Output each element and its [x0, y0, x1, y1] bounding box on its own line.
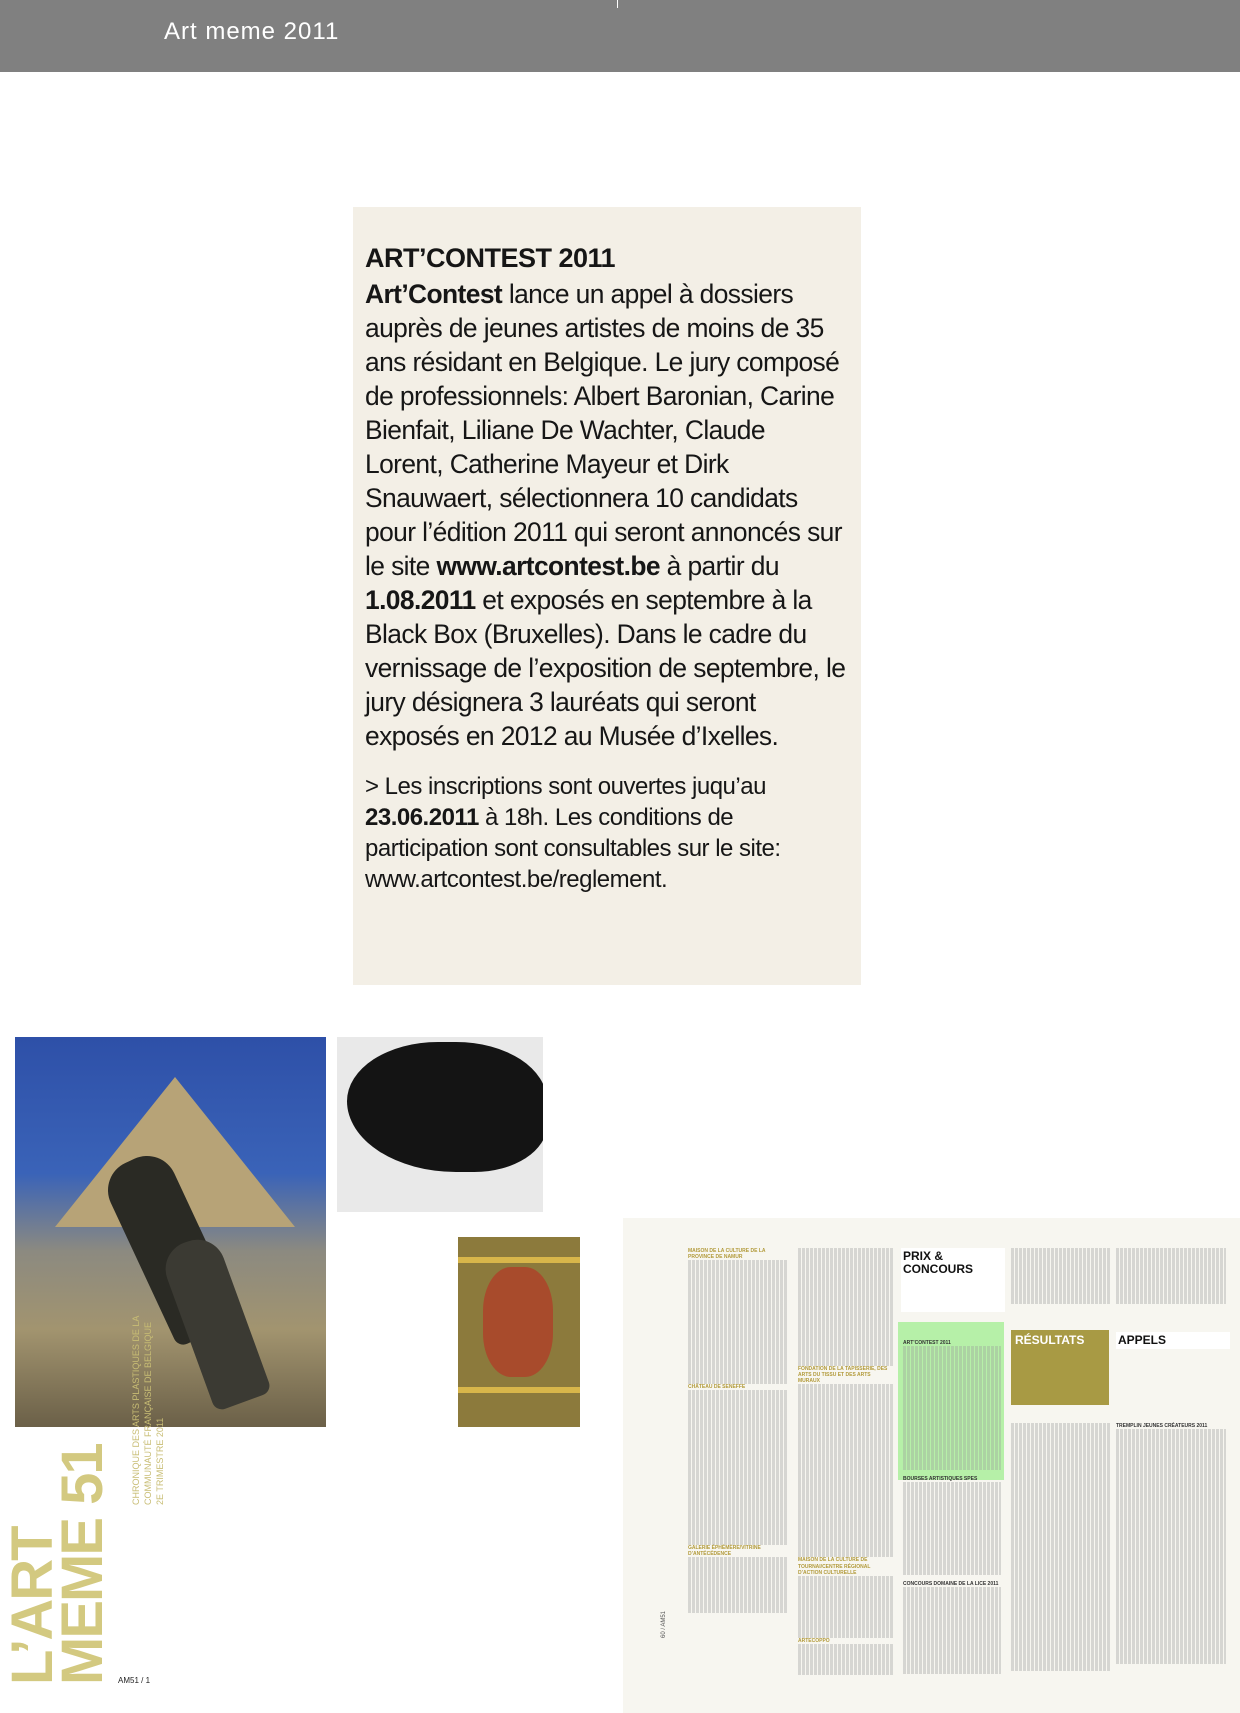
column-heading: MAISON DE LA CULTURE DE LA PROVINCE DE NAMUR	[688, 1248, 766, 1261]
article-url: www.artcontest.be	[436, 551, 660, 581]
resultats-header: RÉSULTATS	[1015, 1333, 1085, 1347]
column-heading: ART’CONTEST 2011	[903, 1340, 951, 1346]
spread-column-4	[1011, 1248, 1111, 1304]
spread-column-5b	[1116, 1423, 1226, 1664]
article-date: 1.08.2011	[365, 585, 476, 615]
spread-column-4b	[1011, 1423, 1111, 1671]
cover-photo-face	[458, 1237, 580, 1427]
spread-column-1	[688, 1248, 788, 1613]
page-title: Art meme 2011	[164, 18, 340, 45]
stripe	[458, 1387, 580, 1393]
hair-shape	[347, 1042, 543, 1172]
cover-folio: AM51 / 1	[118, 1676, 151, 1685]
spread-column-5	[1116, 1248, 1226, 1304]
article-body	[365, 277, 849, 753]
cover-brand: L’ART MEME 51	[0, 1444, 115, 1685]
column-heading: TREMPLIN JEUNES CRÉATEURS 2011	[1116, 1423, 1208, 1429]
divider-tick	[617, 0, 618, 8]
cover-subtitle: CHRONIQUE DES ARTS PLASTIQUES DE LA COMMUNAUTÉ FRANÇAISE DE BELGIQUE 2E TRIMESTRE 2011	[131, 1316, 165, 1505]
prix-header: PRIX & CONCOURS	[901, 1248, 1005, 1312]
spread-column-3	[903, 1340, 1001, 1674]
column-heading: CONCOURS DOMAINE DE LA LICE 2011	[903, 1580, 999, 1587]
column-heading: FONDATION DE LA TAPISSERIE, DES ARTS DU TISSU ET DES ARTS MURAUX	[798, 1365, 888, 1384]
article-clipping	[353, 207, 861, 985]
column-heading: MAISON DE LA CULTURE DE TOURNAI/CENTRE RÉGIONAL D’ACTION CULTURELLE	[798, 1557, 871, 1576]
title-bar	[0, 0, 1240, 72]
article-text-c: et exposés en septembre à la Black Box (Bruxelles). Dans le cadre du vernissage de l’exposition de septembre, le jury désignera 3 lauréats qui seront exposés en 2012 au Musée d’Ixelles.	[365, 585, 846, 751]
note-text-a: > Les inscriptions sont ouvertes juqu’au	[365, 773, 766, 800]
column-heading: ARTECOPPO	[798, 1637, 830, 1644]
stripe	[458, 1257, 580, 1263]
appels-header: APPELS	[1116, 1332, 1230, 1349]
spread-page-number: 60 / AM51	[661, 1610, 667, 1638]
face-shape	[483, 1267, 553, 1377]
article-text-a: lance un appel à dossiers auprès de jeunes artistes de moins de 35 ans résidant en Belgique. Le jury composé de professionnels: Albert Baronian, Carine Bienfait, Liliane De Wachter, Claude Lorent, Catherine Mayeur et Dirk Snauwaert, sélectionnera 10 candidats pour l’édition 2011 qui seront annoncés sur le site	[365, 279, 842, 581]
column-heading: GALERIE ÉPHÉMÈRE/VITRINE D’ANTÉCÉDENCE	[688, 1545, 761, 1558]
spread-column-2	[798, 1248, 893, 1675]
article-note	[365, 771, 849, 895]
note-text-b: à 18h. Les conditions de participation sont consultables sur le site: www.artcontest.be/reglement.	[365, 804, 781, 893]
article-text-b: à partir du	[659, 551, 779, 581]
magazine-cover	[0, 1005, 580, 1713]
note-date: 23.06.2011	[365, 804, 479, 831]
magazine-spread	[623, 1218, 1240, 1713]
cover-photo-portrait	[337, 1037, 543, 1212]
cover-photo-pyramid	[15, 1037, 326, 1427]
article-heading: ART’CONTEST 2011	[365, 243, 616, 273]
column-heading: CHÂTEAU DE SENEFFE	[688, 1384, 746, 1391]
article-brand: Art’Contest	[365, 279, 503, 309]
column-heading: BOURSES ARTISTIQUES SPES	[903, 1475, 978, 1482]
